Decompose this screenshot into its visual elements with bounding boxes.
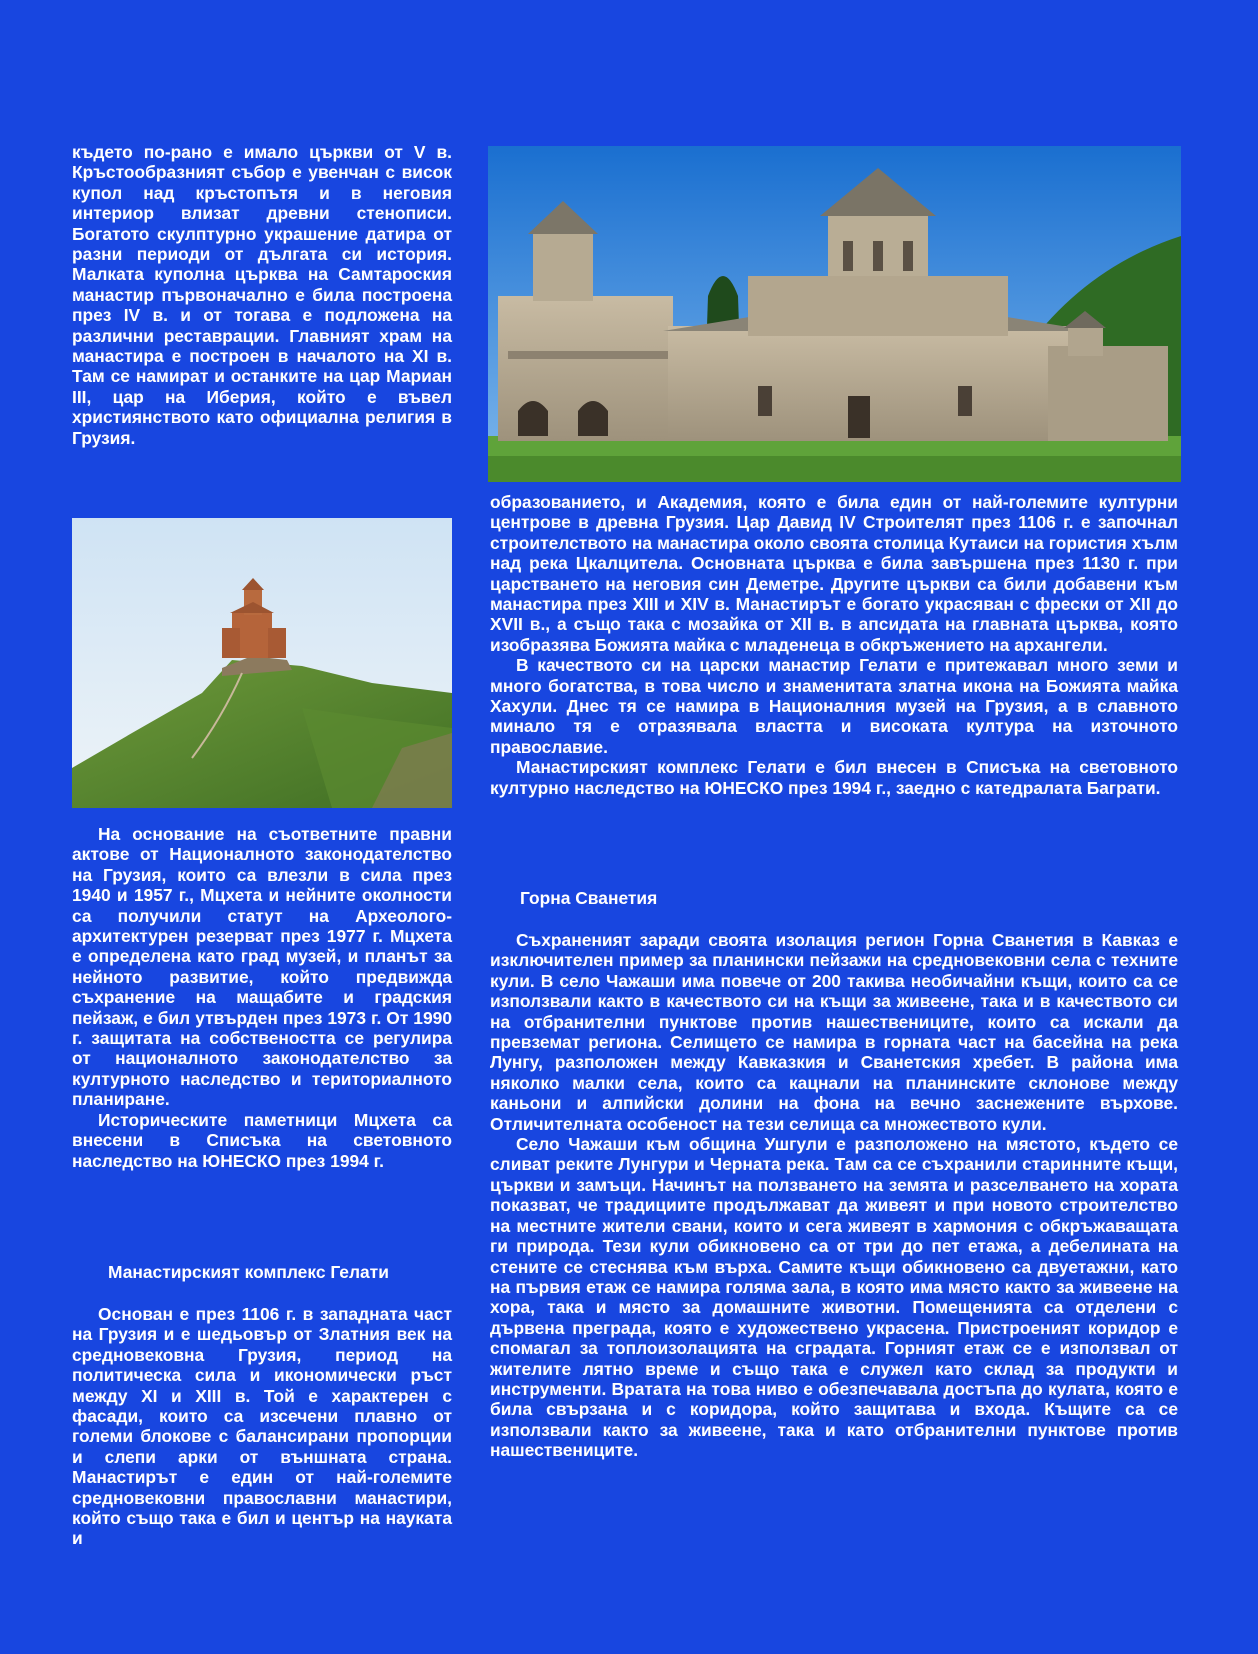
mtskheta-section: [72, 824, 452, 1171]
gelati-continued-paragraph-1: образованието, и Академия, която е била един от най-големите културни центрове в древна Грузия. Цар Давид IV Строителят през 1106 г. е започнал строителството на манастира около своята столица Кутаиси на гористия хълм над река Цкалцитела. Основната църква е била завършена през 1130 г. при царстването на неговия син Деметре. Другите църкви са били добавени към манастира през XIII и XIV в. Манастирът е богато украсяван с фрески от XII до XVII в., а също така с мозайка от XII в. в апсидата на главната църква, която изобразява Божията майка с младенеца в обкръжението на архангели.: [490, 492, 1178, 655]
gelati-monastery-image: [488, 146, 1181, 482]
svaneti-paragraph-1: Съхраненият заради своята изолация регион Горна Сванетия в Кавказ е изключителен пример за планински пейзажи на средновековни села с техните кули. В село Чажаши има повече от 200 такива необичайни къщи, които са се използвали както в качеството си на къщи за живеене, така и в качеството си на отбранителни пунктове против нашествениците, които са искали да превземат региона. Селището се намира в горната част на басейна на река Лунгу, разположен между Кавказкия и Сванетския хребет. В района има няколко малки села, които са кацнали на планинските склонове между каньони и алпийски долини на фона на вечно заснежените върхове. Отличителната особеност на тези селища са множеството кули.: [490, 930, 1178, 1134]
church-on-hill-image: [72, 518, 452, 808]
svaneti-paragraph-2: Село Чажаши към община Ушгули е разположено на мястото, където се сливат реките Лунгури и Черната река. Там са се съхранили старинните къщи, църкви и замъци. Начинът на ползването на земята и разселването на хората показват, че традициите продължават да живеят и при новото строителство на местните жители свани, които и сега живеят в хармония с обкръжаващата ги природа. Тези кули обикновено са от три до пет етажа, а дебелината на стените се стеснява към върха. Самите къщи обикновено са двуетажни, като на първия етаж се намира голяма зала, в която има място както за живеене на хора, така и място за домашните животни. Помещенията са отделени с дървена преграда, която е художествено украсена. Пристроеният коридор е спомагал за топлоизолацията на сградата. Горният етаж се е използвал от жителите лятно време и също така е служел като склад за продукти и инструменти. Вратата на това ниво е обезпечавала достъпа до кулата, която е била свързана и с коридора, който защитава и входа. Къщите са се използвали както за живеене, така и като отбранителни пунктове против нашествениците.: [490, 1134, 1178, 1461]
gelati-monastery-photo: [488, 146, 1181, 482]
mtskheta-paragraph-2: Историческите паметници Мцхета са внесени в Списъка на световното наследство на ЮНЕСКО през 1994 г.: [72, 1109, 452, 1171]
gelati-continued-section: [490, 492, 1178, 798]
svaneti-heading: Горна Сванетия: [520, 888, 658, 908]
intro-paragraph: [72, 142, 452, 448]
svaneti-section: [490, 930, 1178, 1461]
gelati-paragraph: Основан е през 1106 г. в западната част на Грузия и е шедьовър от Златния век на средновековна Грузия, период на политическа сила и икономически ръст между XI и XIII в. Той е характерен с фасади, които са изсечени плавно от големи блокове с балансирани пропорции и слепи арки от външната страна. Манастирът е един от най-големите средновековни православни манастири, който също така е бил и център на науката и: [72, 1304, 452, 1549]
gelati-continued-paragraph-3: Манастирският комплекс Гелати е бил внесен в Списъка на световното културно наследство на ЮНЕСКО през 1994 г., заедно с катедралата Баграти.: [490, 757, 1178, 798]
gelati-section: [72, 1304, 452, 1549]
mtskheta-paragraph-1: На основание на съответните правни актове от Националното законодателство на Грузия, които са влезли в сила през 1940 и 1957 г., Мцхета и нейните околности са получили статут на Археолого-архитектурен резерват през 1977 г. Мцхета е определена като град музей, и планът за нейното развитие, който предвижда съхранение на мащабите и градския пейзаж, е бил утвърден през 1973 г. От 1990 г. защитата на собствеността се регулира от националното законодателство за културното наследство и териториалното планиране.: [72, 824, 452, 1110]
gelati-heading: Манастирският комплекс Гелати: [108, 1262, 389, 1282]
intro-text: където по-рано е имало църкви от V в. Кръстообразният събор е увенчан с висок купол над кръстопътя и в неговия интериор влизат древни стенописи. Богатото скулптурно украшение датира от разни периоди от дългата си история. Малката куполна църква на Самтароския манастир първоначално е била построена през IV в. и от тогава е подложена на различни реставрации. Главният храм на манастира е построен в началото на XI в. Там се намират и останките на цар Мариан III, цар на Иберия, който е въвел християнството като официална религия в Грузия.: [72, 142, 452, 448]
gelati-continued-paragraph-2: В качеството си на царски манастир Гелати е притежавал много земи и много богатства, в това число и знаменитата златна икона на Божията майка Хахули. Днес тя се намира в Националния музей на Грузия, а в славното минало тя е отразявала властта и високата култура на източното православие.: [490, 655, 1178, 757]
church-on-hill-photo: [72, 518, 452, 808]
